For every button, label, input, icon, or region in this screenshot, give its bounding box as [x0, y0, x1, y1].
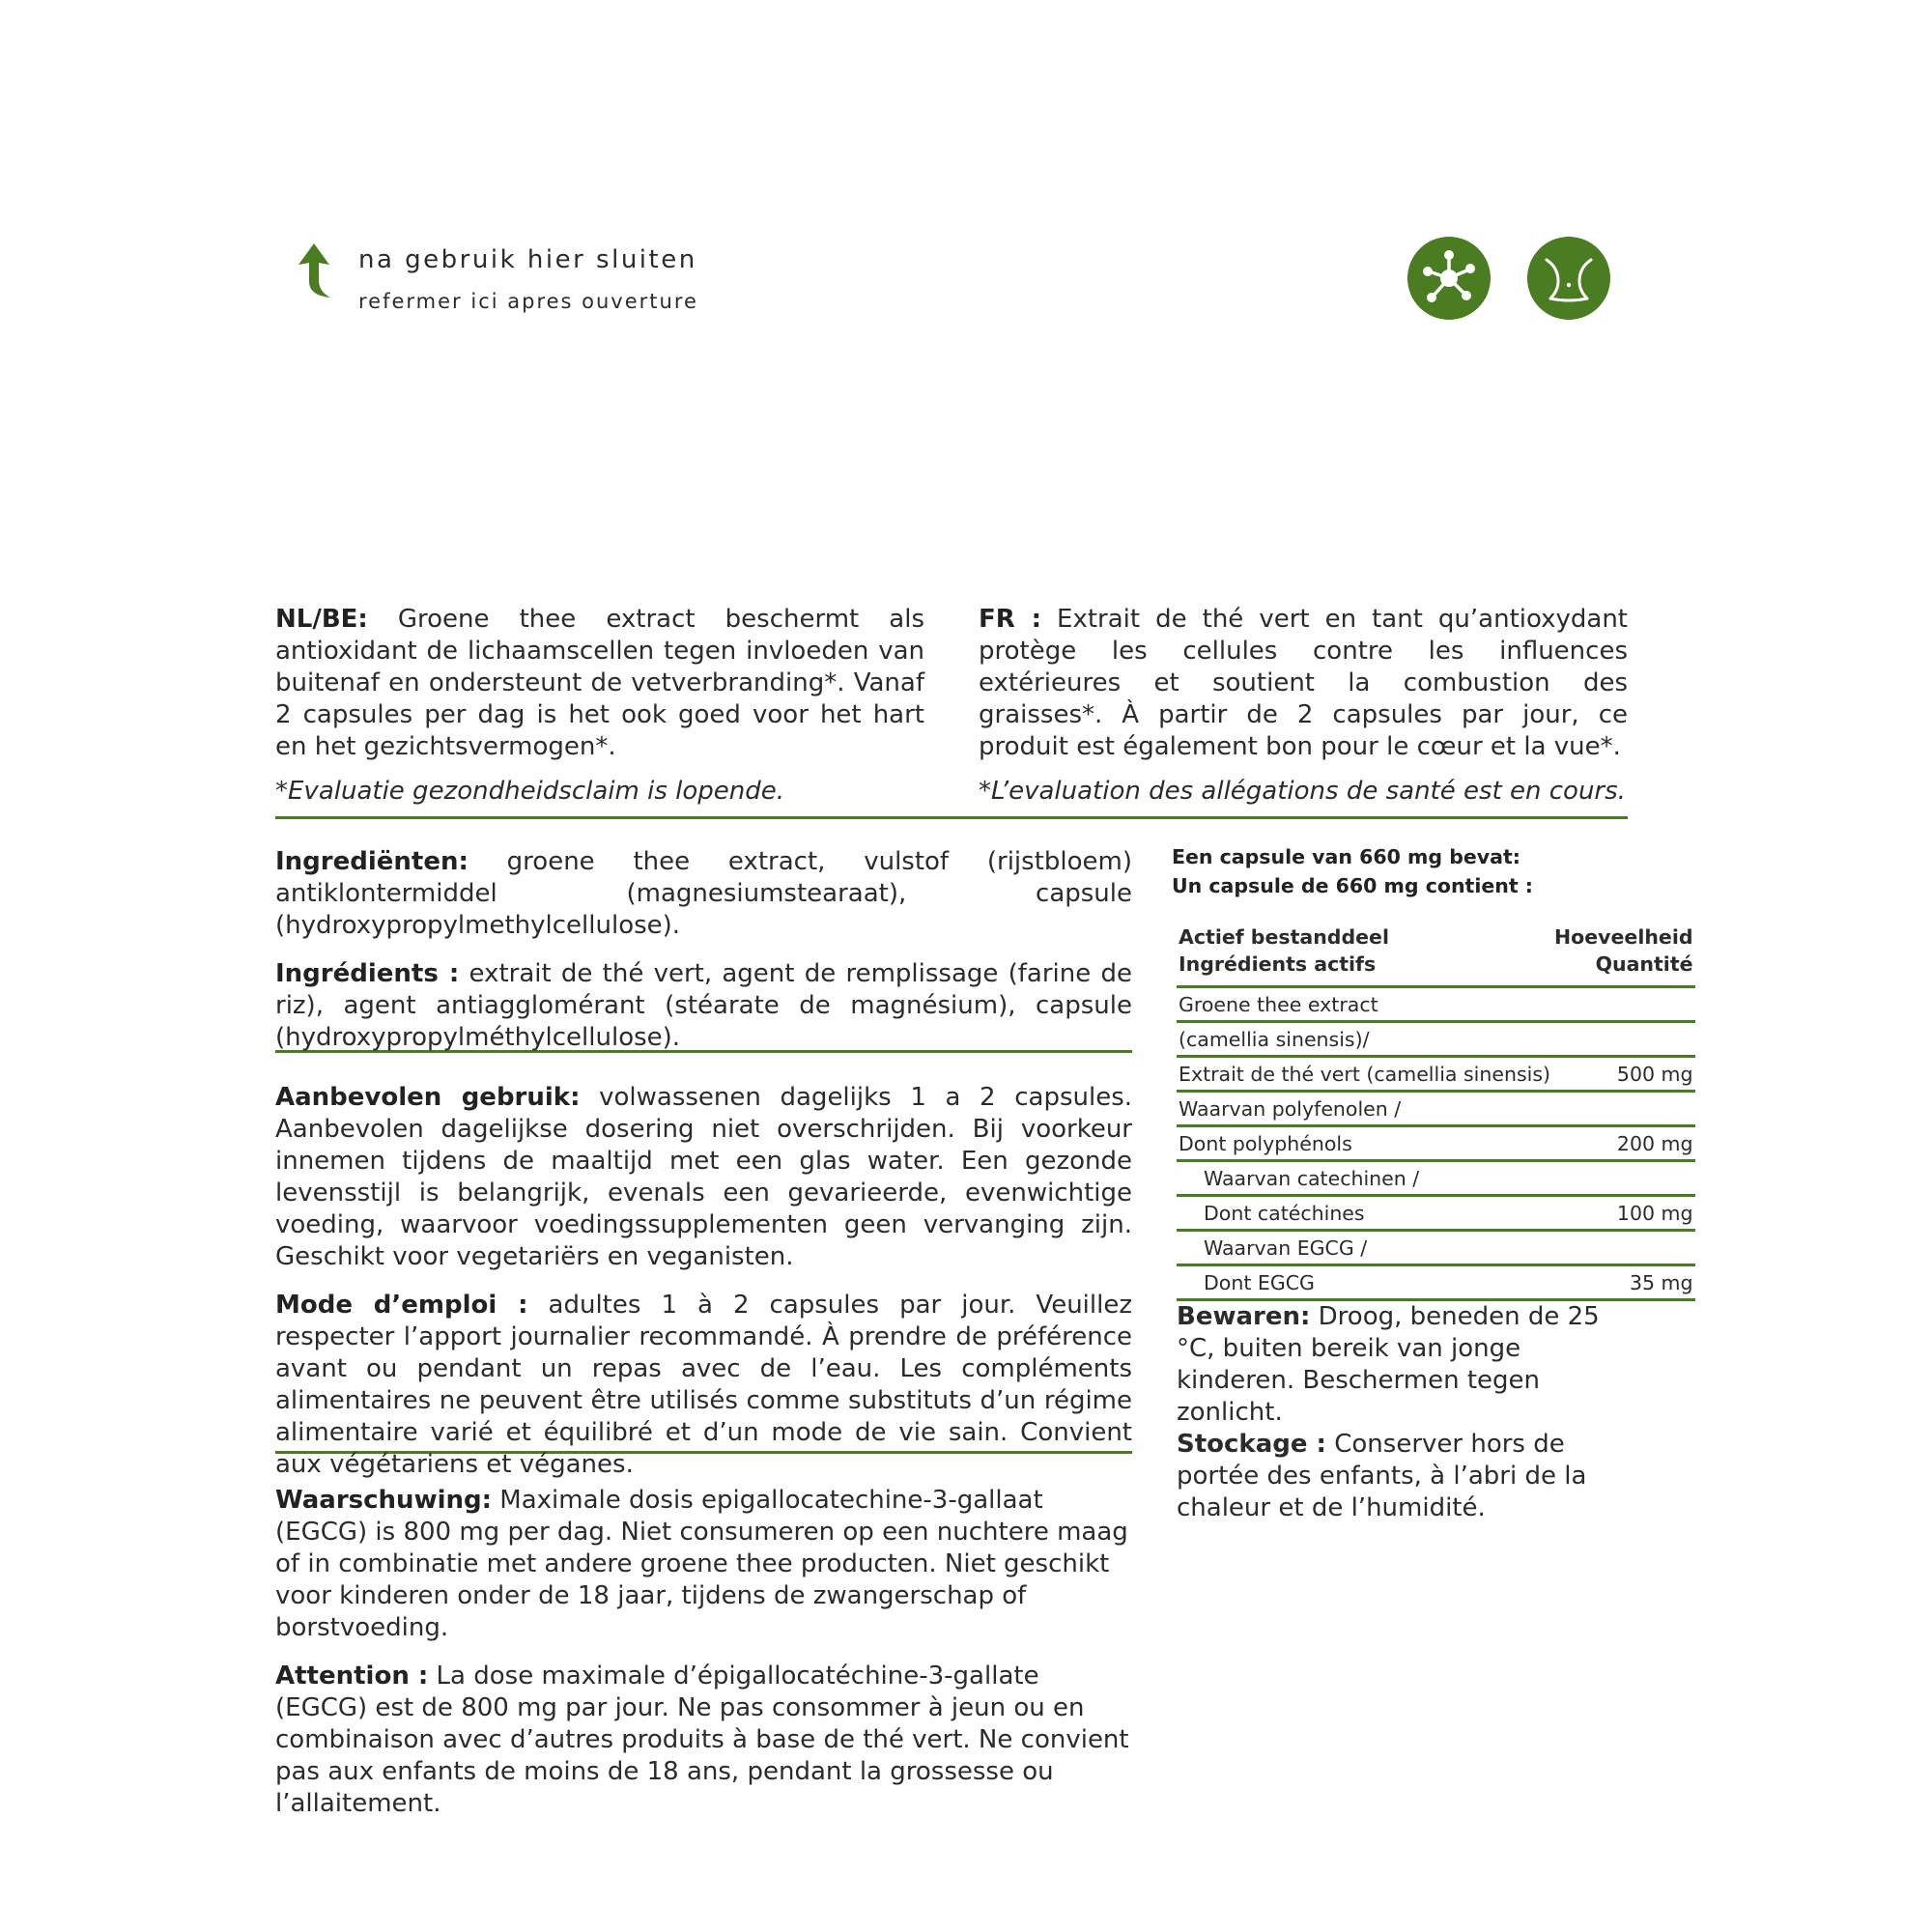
- row-qty: [1552, 1092, 1695, 1126]
- ingredients-fr-label: Ingrédients :: [275, 959, 460, 988]
- usage-section: [275, 1082, 1132, 1481]
- row-qty: 100 mg: [1552, 1196, 1695, 1231]
- row-qty: [1552, 987, 1695, 1022]
- row-name: Groene thee extract: [1177, 987, 1552, 1022]
- nutrition-section: [1172, 842, 1693, 1301]
- nutrition-intro-nl: Een capsule van 660 mg bevat:: [1172, 845, 1520, 868]
- table-row: [1177, 1126, 1695, 1161]
- row-qty: [1552, 1022, 1695, 1057]
- row-name: Dont EGCG: [1177, 1265, 1552, 1300]
- row-name: Waarvan catechinen /: [1177, 1161, 1552, 1196]
- molecule-icon: [1417, 246, 1481, 310]
- nutrition-col-ingredient: [1177, 918, 1552, 987]
- nutrition-col-quantity: [1552, 918, 1695, 987]
- storage-fr-label: Stockage :: [1177, 1430, 1326, 1459]
- divider: [275, 816, 1628, 819]
- table-row: [1177, 1092, 1695, 1126]
- row-name: Waarvan polyfenolen /: [1177, 1092, 1552, 1126]
- storage-nl-text: Droog, beneden de 25 °C, buiten bereik van jonge kinderen. Beschermen tegen zonlicht.: [1177, 1302, 1600, 1427]
- storage-section: [1177, 1301, 1602, 1524]
- table-row: [1177, 1196, 1695, 1231]
- storage-fr-text: Conserver hors de portée des enfants, à l’abri de la chaleur et de l’humidité.: [1177, 1430, 1587, 1522]
- row-name: Dont catéchines: [1177, 1196, 1552, 1231]
- waist-icon: [1537, 246, 1601, 310]
- close-instruction-nl: na gebruik hier sluiten: [358, 245, 697, 274]
- nutrition-intro-fr: Un capsule de 660 mg contient :: [1172, 874, 1534, 897]
- fat-burning-badge: [1527, 237, 1610, 320]
- row-name: Dont polyphénols: [1177, 1126, 1552, 1161]
- col-quantity-fr: Quantité: [1595, 952, 1693, 976]
- usage-fr-label: Mode d’emploi :: [275, 1291, 528, 1320]
- intro-fr-label: FR :: [979, 605, 1041, 634]
- warning-nl-label: Waarschuwing:: [275, 1486, 493, 1515]
- intro-nl: [275, 604, 924, 808]
- antioxidant-badge: [1407, 237, 1491, 320]
- row-qty: 500 mg: [1552, 1057, 1695, 1092]
- ingredients-nl-text: groene thee extract, vulstof (rijstbloem) antiklontermiddel (magnesiumstearaat), capsule (hydroxypropylmethylcellulose).: [275, 847, 1132, 940]
- table-row: [1177, 987, 1695, 1022]
- nutrition-table: [1177, 918, 1695, 1301]
- nutrition-header-row: [1177, 918, 1695, 987]
- arrow-up-icon: [295, 242, 333, 299]
- row-name: Extrait de thé vert (camellia sinensis): [1177, 1057, 1552, 1092]
- warning-fr-label: Attention :: [275, 1662, 429, 1690]
- row-qty: 35 mg: [1552, 1265, 1695, 1300]
- close-instruction-fr: refermer ici apres ouverture: [358, 290, 698, 313]
- table-row: [1177, 1161, 1695, 1196]
- intro-fr: [979, 604, 1628, 808]
- intro-fr-text: Extrait de thé vert en tant qu’antioxydant protège les cellules contre les influences extérieures et soutient la combustion des graisses*. À partir de 2 capsules par jour, ce produit est également bon pour le cœur et la vue*.: [979, 605, 1628, 761]
- usage-nl-text: volwassenen dagelijks 1 a 2 capsules. Aanbevolen dagelijkse dosering niet overschrijden. Bij voorkeur innemen tijdens de maaltijd met een glas water. Een gezonde levensstijl is belangrijk, evenals een gevarieerde, evenwichtige voeding, waarvoor voedingssupplementen geen vervanging zijn. Geschikt voor vegetariërs en veganisten.: [275, 1083, 1132, 1271]
- intro-nl-label: NL/BE:: [275, 605, 368, 634]
- ingredients-section: [275, 846, 1132, 1054]
- col-ingredient-nl: Actief bestanddeel: [1179, 925, 1389, 949]
- usage-nl-label: Aanbevolen gebruik:: [275, 1083, 581, 1112]
- usage-fr-text: adultes 1 à 2 capsules par jour. Veuillez respecter l’apport journalier recommandé. À prendre de préférence avant ou pendant un repas avec de l’eau. Les compléments alimentaires ne peuvent être utilisés comme substituts d’un régime alimentaire varié et équilibré et d’un mode de vie sain. Convient aux végétariens et véganes.: [275, 1291, 1132, 1479]
- warning-fr-text: La dose maximale d’épigallocatéchine-3-gallate (EGCG) est de 800 mg par jour. Ne pas consommer à jeun ou en combinaison avec d’autres produits à base de thé vert. Ne convient pas aux enfants de moins de 18 ans, pendant la grossesse ou l’allaitement.: [275, 1662, 1129, 1818]
- table-row: [1177, 1231, 1695, 1265]
- intro-nl-text: Groene thee extract beschermt als antioxidant de lichaamscellen tegen invloeden van buitenaf en ondersteunt de vetverbranding*. Vanaf 2 capsules per dag is het ook goed voor het hart en het gezichtsvermogen*.: [275, 605, 924, 761]
- col-ingredient-fr: Ingrédients actifs: [1179, 952, 1377, 976]
- row-qty: [1552, 1231, 1695, 1265]
- col-quantity-nl: Hoeveelheid: [1554, 925, 1693, 949]
- warning-nl-text: Maximale dosis epigallocatechine-3-gallaat (EGCG) is 800 mg per dag. Niet consumeren op een nuchtere maag of in combinatie met andere groene thee producten. Niet geschikt voor kinderen onder de 18 jaar, tijdens de zwangerschap of borstvoeding.: [275, 1486, 1128, 1642]
- ingredients-nl-label: Ingrediënten:: [275, 847, 469, 876]
- intro-fr-note: *L’evaluation des allégations de santé est en cours.: [979, 777, 1626, 806]
- intro-nl-note: *Evaluatie gezondheidsclaim is lopende.: [275, 777, 785, 806]
- row-qty: [1552, 1161, 1695, 1196]
- row-name: (camellia sinensis)/: [1177, 1022, 1552, 1057]
- table-row: [1177, 1022, 1695, 1057]
- row-name: Waarvan EGCG /: [1177, 1231, 1552, 1265]
- ingredients-fr-text: extrait de thé vert, agent de remplissage (farine de riz), agent antiagglomérant (stéarate de magnésium), capsule (hydroxypropylméthylcellulose).: [275, 959, 1132, 1052]
- table-row: [1177, 1265, 1695, 1300]
- table-row: [1177, 1057, 1695, 1092]
- row-qty: 200 mg: [1552, 1126, 1695, 1161]
- warning-section: [275, 1485, 1132, 1820]
- storage-nl-label: Bewaren:: [1177, 1302, 1311, 1331]
